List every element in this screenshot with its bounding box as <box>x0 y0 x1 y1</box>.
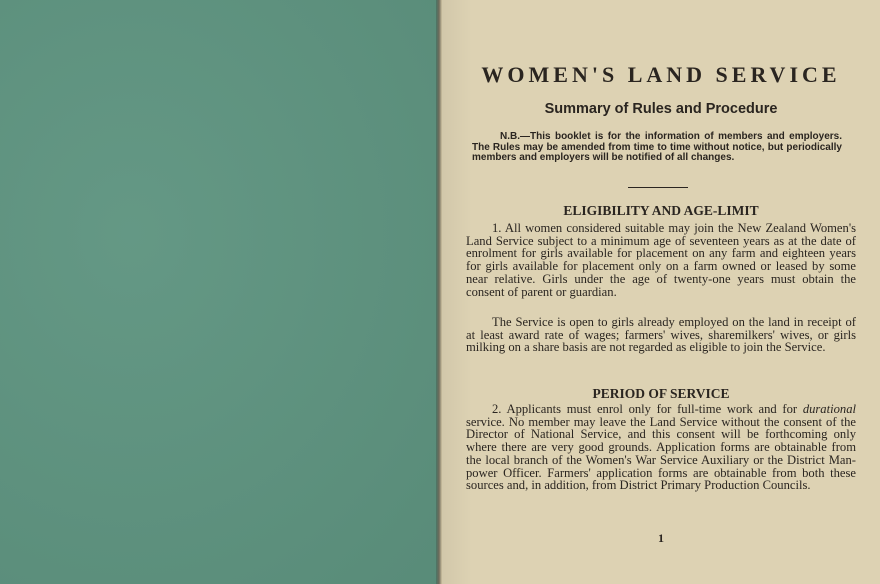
booklet-note: N.B.—This booklet is for the information of members and employers. The Rules may be amended from time to time without notice, but periodically members and employers will be notified of all changes. <box>472 131 842 163</box>
page-number: 1 <box>658 531 664 545</box>
page-title: WOMEN'S LAND SERVICE <box>481 62 841 87</box>
page-subtitle: Summary of Rules and Procedure <box>544 101 778 117</box>
booklet-page <box>442 0 880 584</box>
paragraph-rest: service. No member may leave the Land Service without the consent of the Director of National Service, and this consent will be forthcoming only where there are very good grounds. Application forms are obtainable from the local branch of the Women's War Service Auxiliary or the District Man-power Officer. Farmers' application forms are obtainable from both these sources and, in addition, from District Primary Production Councils. <box>466 414 856 493</box>
divider <box>628 187 688 188</box>
paragraph-italic-word: durational <box>802 402 856 416</box>
section-heading-eligibility: ELIGIBILITY AND AGE-LIMIT <box>563 203 759 218</box>
paragraph-period-of-service <box>466 403 856 492</box>
paragraph-eligibility: 1. All women considered suitable may join the New Zealand Women's Land Service subject to a minimum age of seventeen years as at the date of enrolment for girls available for placement on any farm and eighteen years for girls available for placement only on a farm owned or leased by some near relative. Girls under the age of twenty-one years must obtain the consent of parent or guardian. <box>466 221 856 299</box>
paragraph-start: 2. Applicants must enrol only for full-time work and for <box>492 402 798 416</box>
paragraph-service-open: The Service is open to girls already employed on the land in receipt of at least award rate of wages; farmers' wives, sharemilkers' wives, or girls milking on a share basis are not regarded as eligible to join the Service. <box>466 315 856 355</box>
inside-cover <box>0 0 438 584</box>
section-heading-period: PERIOD OF SERVICE <box>592 386 730 401</box>
